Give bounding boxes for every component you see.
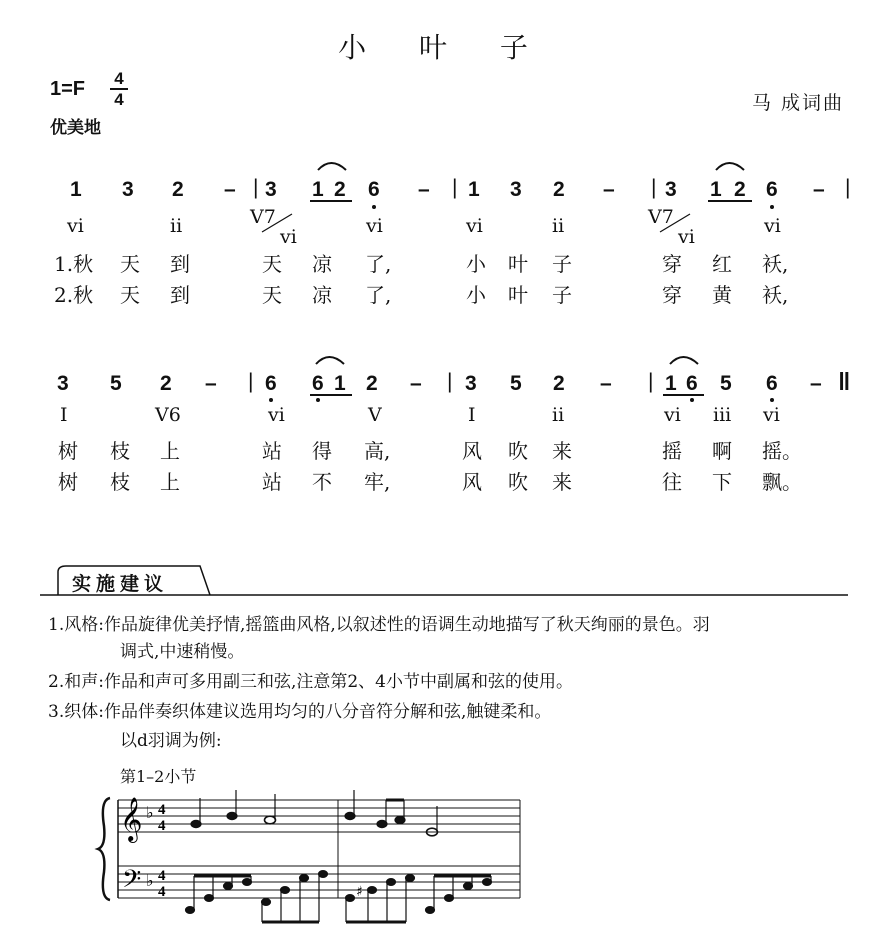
note: 3 <box>465 372 477 395</box>
chord-symbol: ii <box>552 215 565 237</box>
lyric: 到 <box>170 252 190 276</box>
lyric: 子 <box>552 283 572 307</box>
lyric: 摇。 <box>762 439 802 463</box>
lyric: 天 <box>262 252 282 276</box>
barline: | <box>248 370 254 393</box>
lyric: 往 <box>662 470 682 494</box>
lyric: 袄, <box>762 283 789 307</box>
measure-label: 第1–2小节 <box>120 767 197 786</box>
lyric: 树 <box>58 470 78 494</box>
note: 1 <box>468 178 480 201</box>
chord-symbol: vi <box>466 215 483 237</box>
barline: | <box>253 176 259 199</box>
lyric: 穿 <box>662 283 682 307</box>
lyric: 凉 <box>312 283 332 307</box>
lyric: 风 <box>462 439 482 463</box>
note: 1 <box>70 178 82 201</box>
lyric: 凉 <box>312 252 332 276</box>
lyric: 站 <box>262 439 282 463</box>
chord-symbol: vi <box>664 404 681 426</box>
lyric: 黄 <box>712 283 732 307</box>
note: 2 <box>553 372 565 395</box>
lyric: 小 <box>466 283 486 307</box>
barline: | <box>651 176 657 199</box>
chord-symbol: V <box>368 404 382 426</box>
lyric: 风 <box>462 470 482 494</box>
chord-symbol: vi <box>764 215 781 237</box>
note: 3 <box>122 178 134 201</box>
bass-clef: 𝄢 <box>122 865 142 900</box>
note-dash: – <box>603 178 615 201</box>
note-dash: – <box>810 372 822 395</box>
note: 5 <box>720 372 732 395</box>
lyric: 啊 <box>712 439 732 463</box>
note: 2 <box>734 178 746 201</box>
time-signature-bottom: 4 <box>114 90 124 109</box>
chord-symbol: V7 <box>250 206 276 228</box>
chord-symbol: V7 <box>648 206 674 228</box>
chord-symbol: vi <box>268 404 285 426</box>
section-title: 实施建议 <box>72 574 169 595</box>
final-barline: ‖ <box>838 368 851 396</box>
note: 6 <box>368 178 380 201</box>
lyric: 高, <box>364 439 391 463</box>
chord-symbol: ii <box>552 404 565 426</box>
sharp-sign: ♯ <box>356 884 363 900</box>
lyric: 得 <box>312 439 332 463</box>
suggestion-style-cont: 调式,中速稍慢。 <box>120 642 245 662</box>
chord-symbol: vi <box>678 226 695 248</box>
note-dash: – <box>600 372 612 395</box>
note-dash: – <box>410 372 422 395</box>
note: 1 <box>710 178 722 201</box>
suggestion-example: 以d羽调为例: <box>120 731 222 751</box>
svg-text:4: 4 <box>158 868 166 884</box>
note: 2 <box>172 178 184 201</box>
chord-symbol: I <box>468 404 476 426</box>
chord-symbol: V6 <box>155 404 181 426</box>
note-dash: – <box>205 372 217 395</box>
lyric: 穿 <box>662 252 682 276</box>
lyric: 吹 <box>508 439 528 463</box>
note: 6 <box>312 372 324 395</box>
chord-symbol: vi <box>280 226 297 248</box>
svg-text:4: 4 <box>158 818 166 834</box>
chord-symbol: vi <box>763 404 780 426</box>
barline: | <box>447 370 453 393</box>
chord-symbol: iii <box>713 404 732 426</box>
note: 5 <box>510 372 522 395</box>
svg-text:4: 4 <box>158 884 166 900</box>
note-dash: – <box>224 178 236 201</box>
note: 6 <box>766 372 778 395</box>
treble-clef: 𝄞 <box>120 797 143 841</box>
lyric: 下 <box>712 470 732 494</box>
suggestion-harmony: 2.和声:作品和声可多用副三和弦,注意第2、4小节中副属和弦的使用。 <box>48 672 573 692</box>
lyric: 摇 <box>662 439 682 463</box>
brace <box>98 798 110 900</box>
suggestion-texture: 3.织体:作品伴奏织体建议选用均匀的八分音符分解和弦,触键柔和。 <box>48 702 552 722</box>
barline: | <box>845 176 851 199</box>
lyric: 站 <box>262 470 282 494</box>
time-signature-top: 4 <box>114 69 124 88</box>
lyric: 叶 <box>508 252 528 276</box>
lyric: 来 <box>552 470 572 494</box>
chord-symbol: vi <box>366 215 383 237</box>
lyric: 不 <box>312 470 332 494</box>
lyric: 天 <box>120 283 140 307</box>
lyric: 树 <box>58 439 78 463</box>
chord-symbol: vi <box>67 215 84 237</box>
lyric: 小 <box>466 252 486 276</box>
lyric: 子 <box>552 252 572 276</box>
barline: | <box>648 370 654 393</box>
suggestion-style: 1.风格:作品旋律优美抒情,摇篮曲风格,以叙述性的语调生动地描写了秋天绚丽的景色。羽 <box>48 615 710 635</box>
note-head-half <box>265 816 276 824</box>
note: 3 <box>665 178 677 201</box>
lyric: 了, <box>365 283 392 307</box>
lyric: 来 <box>552 439 572 463</box>
barline: | <box>452 176 458 199</box>
lyric: 牢, <box>364 470 391 494</box>
lyric: 枝 <box>110 439 130 463</box>
note: 3 <box>57 372 69 395</box>
lyric: 2.秋 <box>54 283 94 307</box>
lyric: 天 <box>262 283 282 307</box>
note: 1 <box>334 372 346 395</box>
lyric: 飘。 <box>762 470 802 494</box>
note-dash: – <box>813 178 825 201</box>
key-signature: 1=F <box>50 78 86 100</box>
note: 3 <box>510 178 522 201</box>
note: 2 <box>160 372 172 395</box>
note: 2 <box>334 178 346 201</box>
svg-text:4: 4 <box>158 802 166 818</box>
note: 1 <box>665 372 677 395</box>
note: 6 <box>686 372 698 395</box>
note: 6 <box>766 178 778 201</box>
lyric: 吹 <box>508 470 528 494</box>
note: 2 <box>366 372 378 395</box>
chord-symbol: I <box>60 404 68 426</box>
lyric: 枝 <box>110 470 130 494</box>
note: 3 <box>265 178 277 201</box>
note: 5 <box>110 372 122 395</box>
key-flat: ♭ <box>146 871 154 890</box>
tempo-marking: 优美地 <box>50 118 101 137</box>
lyric: 1.秋 <box>54 252 94 276</box>
note: 1 <box>312 178 324 201</box>
lyric: 了, <box>365 252 392 276</box>
note-dash: – <box>418 178 430 201</box>
lyric: 上 <box>160 470 180 494</box>
lyric: 袄, <box>762 252 789 276</box>
lyric: 天 <box>120 252 140 276</box>
composer-credit: 马 成词曲 <box>751 92 844 114</box>
lyric: 叶 <box>508 283 528 307</box>
song-title: 小 叶 子 <box>338 31 550 64</box>
note: 2 <box>553 178 565 201</box>
lyric: 红 <box>712 252 732 276</box>
note: 6 <box>265 372 277 395</box>
lyric: 上 <box>160 439 180 463</box>
lyric: 到 <box>170 283 190 307</box>
chord-symbol: ii <box>170 215 183 237</box>
key-flat: ♭ <box>146 803 154 822</box>
